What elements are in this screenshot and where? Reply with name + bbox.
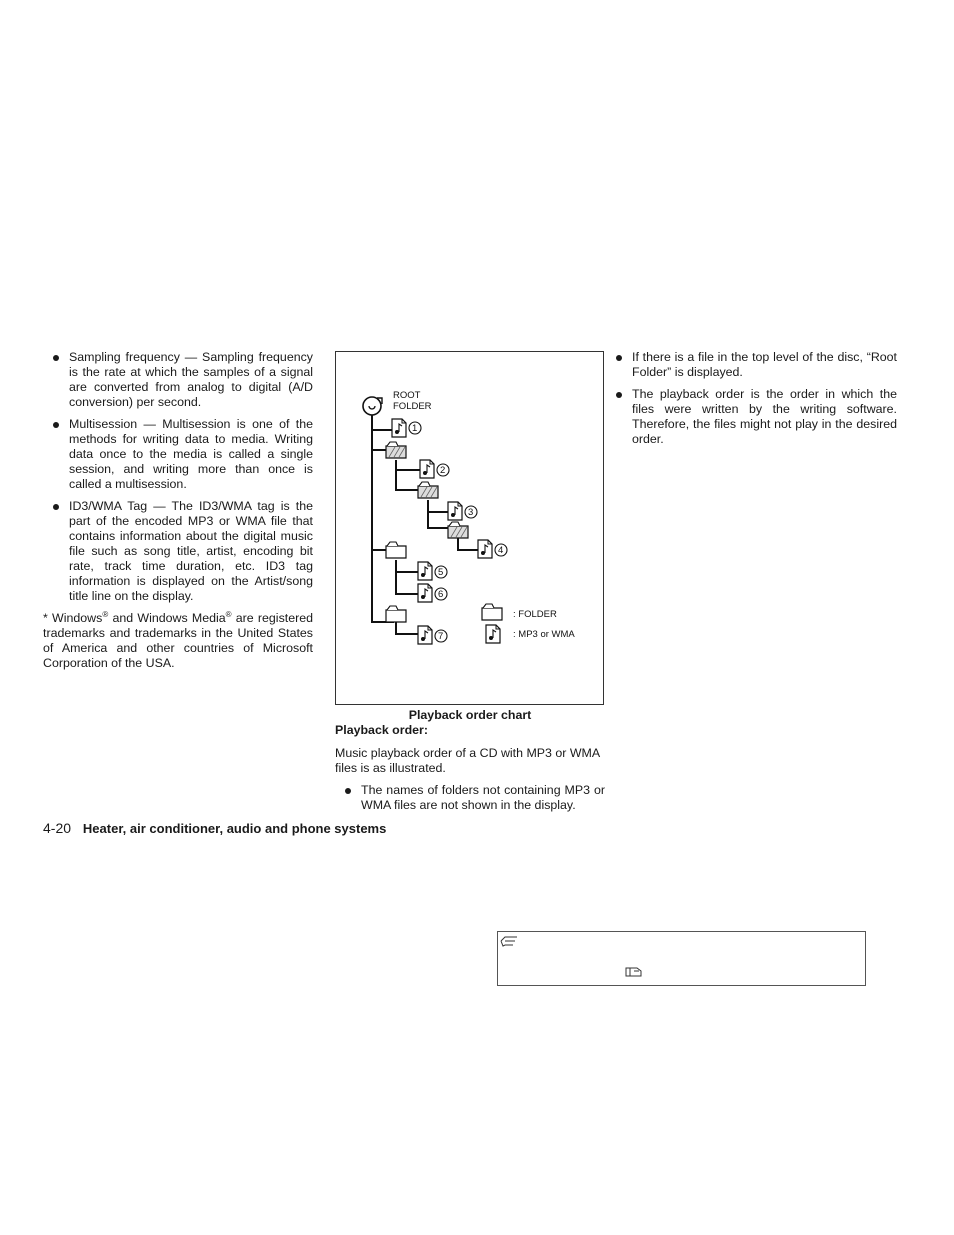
folder-tree-diagram — [336, 352, 605, 706]
list-item: If there is a file in the top level of the disc, “Root Folder” is displayed. — [606, 350, 897, 380]
folder-icon — [448, 522, 468, 538]
page-footer — [43, 820, 386, 836]
track-number: 4 — [498, 545, 504, 556]
music-file-icon — [418, 584, 432, 602]
middle-column — [335, 707, 605, 820]
track-number: 6 — [438, 589, 444, 600]
section-title: Heater, air conditioner, audio and phone systems — [82, 821, 387, 836]
folder-icon — [386, 442, 406, 458]
definitions-list — [43, 350, 313, 604]
page-number: 4-20 — [43, 820, 72, 836]
track-number: 1 — [412, 423, 418, 434]
folder-icon — [418, 482, 438, 498]
paragraph: Music playback order of a CD with MP3 or WMA files is as illustrated. — [335, 746, 600, 775]
hand-icon — [625, 966, 643, 978]
list-item: The playback order is the order in which the files were written by the writing software. Therefore, the files might not play in the desired order. — [606, 387, 897, 447]
folder-icon — [386, 606, 406, 622]
music-file-icon — [418, 562, 432, 580]
registered-mark: ® — [102, 609, 109, 619]
playback-order-figure — [335, 351, 604, 705]
music-file-icon — [418, 626, 432, 644]
legend-folder-icon — [482, 604, 502, 620]
folder-icon — [386, 542, 406, 558]
track-number: 5 — [438, 567, 444, 578]
track-number: 2 — [440, 465, 446, 476]
track-number: 7 — [438, 631, 444, 642]
left-column — [43, 350, 313, 671]
note-box — [497, 931, 866, 986]
track-number: 3 — [468, 507, 474, 518]
music-file-icon — [448, 502, 462, 520]
list-item: Multisession — Multisession is one of the methods for writing data to media. Writing data once to the media is called a single session, and writing more than once is called a multisession. — [43, 417, 313, 492]
trademark-footnote — [43, 611, 313, 671]
footnote-middle: and Windows Media — [108, 611, 226, 625]
music-file-icon — [478, 540, 492, 558]
root-label: ROOT — [393, 390, 421, 401]
legend-file-label: : MP3 or WMA — [513, 629, 575, 640]
notes-list — [606, 350, 897, 447]
pointing-hand-icon — [500, 934, 520, 948]
registered-mark: ® — [225, 609, 232, 619]
list-item: ID3/WMA Tag — The ID3/WMA tag is the part of the encoded MP3 or WMA file that contains information about the digital music file such as song title, artist, encoding bit rate, track time duration, etc. ID3 tag information is displayed on the Artist/song title line on the display. — [43, 499, 313, 604]
music-file-icon — [392, 419, 406, 437]
figure-caption: Playback order chart — [408, 708, 532, 722]
list-item: Sampling frequency — Sampling frequency is the rate at which the samples of a signal are converted from analog to digital (A/D conversion) per second. — [43, 350, 313, 410]
list-item: The names of folders not containing MP3 or WMA files are not shown in the display. — [335, 783, 605, 813]
root-label: FOLDER — [393, 401, 432, 412]
footnote-suffix: are registered trademarks and trademarks in the United States of America and other countries of Microsoft Corporation of the USA. — [43, 611, 314, 670]
section-heading: Playback order: — [335, 723, 428, 737]
legend-folder-label: : FOLDER — [513, 609, 557, 620]
legend-file-icon — [486, 625, 500, 643]
cd-icon — [363, 397, 382, 415]
right-column — [632, 350, 897, 454]
footnote-prefix: * Windows — [43, 611, 103, 625]
notes-list — [335, 783, 605, 813]
music-file-icon — [420, 460, 434, 478]
